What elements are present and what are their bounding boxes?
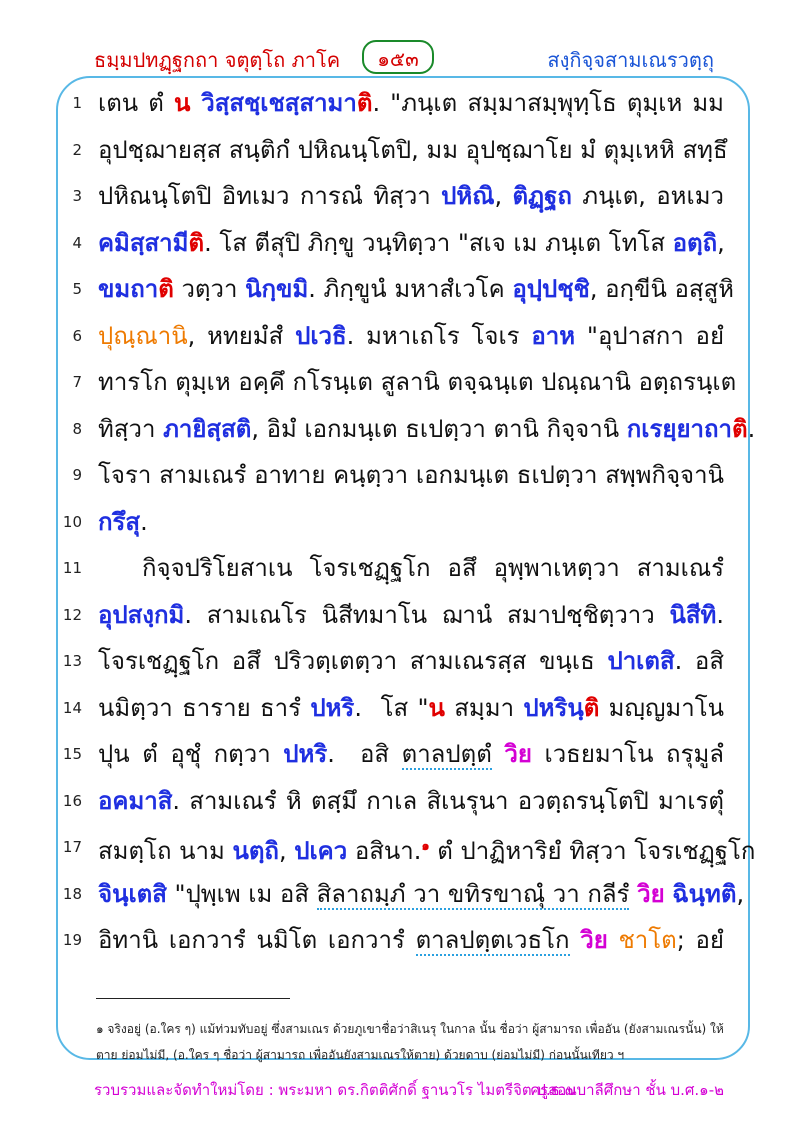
text-segment: . xyxy=(716,600,724,629)
highlighted-word: อาห xyxy=(531,321,576,350)
line-text xyxy=(98,313,724,359)
footnote-divider xyxy=(96,998,290,999)
text-segment: ตาลปตฺตํ xyxy=(401,740,492,768)
highlighted-word: ปาเตสิ xyxy=(607,647,675,675)
text-segment: ปุน ตํ อุชุํ กตฺวา xyxy=(98,740,284,768)
text-segment: , xyxy=(717,228,725,257)
line-number: 16 xyxy=(62,791,82,810)
text-segment: อสินา. xyxy=(347,837,422,865)
text-segment: อิทานิ เอกวารํ นมิโต เอกวารํ xyxy=(98,926,416,954)
highlighted-word: วิสฺสชฺเชสฺสามา xyxy=(201,89,357,117)
line-number: 13 xyxy=(62,652,82,670)
line-text xyxy=(98,638,724,684)
highlighted-word: อคมาสิ xyxy=(98,786,173,815)
highlighted-word: น xyxy=(173,89,202,117)
highlighted-word: ติ xyxy=(356,89,373,117)
text-segment: . มหาเถโร โจเร xyxy=(346,321,532,350)
text-segment: โจรเชฏฺฐโก อสึ ปริวตฺเตตฺวา สามเณรสฺส ขนฺเธ xyxy=(98,647,608,675)
text-segment: สมตฺโถ นาม xyxy=(98,837,233,865)
line-text xyxy=(98,499,724,545)
line-number: 4 xyxy=(72,233,82,252)
text-segment: มญฺญมาโน xyxy=(599,693,724,722)
text-line xyxy=(0,220,800,266)
footer-course: ครูสอนบาลีศึกษา ชั้น บ.ศ.๑-๒ xyxy=(530,1081,724,1099)
text-segment: เตน ตํ xyxy=(98,89,174,117)
text-segment: ภนฺเต, อหเมว xyxy=(571,182,725,210)
text-segment: "อุปาสกา อยํ xyxy=(575,321,725,350)
text-segment: . โส " xyxy=(354,693,429,722)
line-text xyxy=(98,127,728,173)
highlighted-word: ปเวธิ xyxy=(295,321,347,350)
text-segment: โจรา สามเณรํ อาทาย คนฺตฺวา เอกมนฺเต ธเปตฺวา สพฺพกิจฺจานิ xyxy=(98,461,724,489)
line-text xyxy=(98,406,756,452)
text-line xyxy=(0,313,800,359)
text-line xyxy=(0,638,800,684)
text-segment: สิลาถมฺภํ วา ขทิรขาณุํ วา กลีรํ xyxy=(316,879,630,908)
text-line xyxy=(0,824,800,870)
line-number: 5 xyxy=(72,280,82,298)
highlighted-word: ปหิณิ xyxy=(441,182,495,210)
line-number: 1 xyxy=(72,94,82,112)
text-segment: ; อยํ xyxy=(676,926,724,954)
highlighted-word: อุปสงฺกมิ xyxy=(98,600,185,629)
highlighted-word: กรึสุ xyxy=(98,507,141,536)
highlighted-word: ติ xyxy=(731,414,748,443)
line-text xyxy=(98,452,724,498)
text-segment xyxy=(629,880,637,908)
text-line xyxy=(0,685,800,731)
text-segment: . xyxy=(747,414,756,443)
text-line xyxy=(0,731,800,777)
highlighted-word: ปหรินฺ xyxy=(523,693,584,722)
line-text xyxy=(98,871,745,917)
text-line xyxy=(0,499,800,545)
highlighted-word: วิย xyxy=(504,740,532,768)
line-text xyxy=(98,266,735,312)
highlighted-word: อุปฺปชฺชิ xyxy=(512,275,590,303)
text-segment: , xyxy=(278,837,295,865)
text-segment: . "ภนฺเต สมฺมาสมฺพุทฺโธ ตุมฺเห มม xyxy=(372,89,724,117)
text-segment xyxy=(492,740,505,768)
text-segment: , xyxy=(494,182,513,210)
line-text xyxy=(98,592,724,638)
highlighted-word: วิย xyxy=(637,879,665,908)
highlighted-word: ปหริ xyxy=(283,740,328,768)
page-number-badge: ๑๕๓ xyxy=(362,40,434,74)
text-segment: . ภิกฺขูนํ มหาสํเวโค xyxy=(308,275,513,303)
text-segment: , หทยมํสํ xyxy=(187,321,296,350)
line-number: 8 xyxy=(72,419,82,438)
text-segment: เวธยมาโน ถรุมูลํ xyxy=(531,740,724,768)
line-number: 15 xyxy=(62,745,82,763)
text-line xyxy=(0,359,800,405)
text-segment: สมฺมา xyxy=(444,693,524,722)
line-text xyxy=(142,545,724,591)
highlighted-word: นตฺถิ xyxy=(232,837,279,865)
footnote-marker: ๑ xyxy=(421,839,430,854)
highlighted-word: ติ xyxy=(583,693,600,722)
line-number: 10 xyxy=(62,512,82,531)
highlighted-word: กเรยฺยาถา xyxy=(626,414,732,443)
highlighted-word: วิย xyxy=(580,926,608,954)
highlighted-word: ติ xyxy=(188,228,205,257)
text-line xyxy=(0,871,800,917)
text-segment: , อิมํ เอกมนฺเต ธเปตฺวา ตานิ กิจฺจานิ xyxy=(251,414,627,443)
text-segment xyxy=(570,926,581,954)
highlighted-word: ฉินฺทติ xyxy=(672,879,737,908)
text-segment: . โส ตีสุปิ ภิกฺขู วนฺทิตฺวา "สเจ เม ภนฺเต โทโส xyxy=(204,228,673,257)
highlighted-word: ภายิสฺสติ xyxy=(163,414,252,443)
text-segment: "ปุพฺเพ เม อสิ xyxy=(166,879,317,908)
highlighted-word: ปุณฺณานิ xyxy=(98,321,188,350)
book-title: ธมฺมปทฏฺฐกถา จตุตฺโถ ภาโค xyxy=(94,48,341,72)
text-segment: . อสิ xyxy=(674,647,724,675)
highlighted-word: อตฺถิ xyxy=(672,228,718,257)
text-segment: ทารโก ตุมฺเห อคฺคึ กโรนฺเต สูลานิ ตจฺฉนฺเต ปณฺณานิ อตฺถรนฺเต xyxy=(98,368,737,396)
text-line xyxy=(0,545,800,591)
text-line xyxy=(0,80,800,126)
highlighted-word: ติฏฺฐถ xyxy=(512,182,572,210)
text-line xyxy=(0,406,800,452)
line-number: 17 xyxy=(62,838,82,856)
text-segment: . xyxy=(140,507,148,536)
line-number: 19 xyxy=(62,931,82,949)
line-text xyxy=(98,824,756,870)
highlighted-word: จินฺเตสิ xyxy=(98,879,167,908)
line-text xyxy=(98,917,724,963)
footer-compiler: รวบรวมและจัดทำใหม่โดย : พระมหา ดร.กิตติศักดิ์ ฐานวโร ไมตรีจิต ป.ธ.๗ xyxy=(94,1081,576,1099)
line-number: 3 xyxy=(72,187,82,205)
text-line xyxy=(0,452,800,498)
text-segment: กิจฺจปริโยสาเน โจรเชฏฺฐโก อสึ อุพฺพาเหตฺวา สามเณรํ xyxy=(142,554,724,582)
text-segment: . สามเณโร นิสีทมาโน ฌานํ สมาปชฺชิตฺวาว xyxy=(184,600,670,629)
highlighted-word: น xyxy=(428,693,445,722)
highlighted-word: ชาโต xyxy=(607,926,677,954)
line-number: 12 xyxy=(62,605,82,624)
line-number: 18 xyxy=(62,884,82,903)
text-segment: , อกฺขีนิ อสฺสูหิ xyxy=(589,275,735,303)
text-line xyxy=(0,778,800,824)
footnote: ๑ จริงอยู่ (อ.ใคร ๆ) แม้ท่วมทับอยู่ ซึ่งสามเณร ด้วยภูเขาชื่อว่าสิเนรุ ในกาล นั้น ชื่อว่า ผู้สามารถ เพื่ออัน (ยังสามเณรนั้น) ให้ตาย ย่อมไม่มี, (อ.ใคร ๆ ชื่อว่า ผู้สามารถ เพื่ออันยังสามเณรให้ตาย) ด้วยดาบ (ย่อมไม่มี) ก่อนนั้นเทียว ฯ xyxy=(96,1022,724,1062)
text-segment: ตํ ปาฏิหาริยํ ทิสฺวา โจรเชฏฺฐโก xyxy=(429,837,756,865)
text-segment: . สามเณรํ หิ ตสฺมึ กาเล สิเนรุนา อวตฺถรนฺโตปิ มาเรตุํ xyxy=(172,786,724,815)
highlighted-word: ติ xyxy=(158,275,174,303)
line-text xyxy=(98,731,724,777)
line-text xyxy=(98,80,724,126)
text-segment: นมิตฺวา ธาราย ธารํ xyxy=(98,693,311,722)
line-text xyxy=(98,685,724,731)
line-number: 14 xyxy=(62,698,82,717)
highlighted-word: คมิสฺสามี xyxy=(98,228,189,257)
text-segment: อุปชฺฌายสฺส สนฺติกํ ปหิณนฺโตปิ, มม อุปชฺฌาโย มํ ตุมฺเหหิ สทฺธึ xyxy=(98,135,728,164)
text-segment: . อสิ xyxy=(327,740,402,768)
line-text xyxy=(98,173,724,219)
line-text xyxy=(98,778,724,824)
text-segment: ตาลปตฺตเวธโก xyxy=(415,926,570,954)
text-line xyxy=(0,592,800,638)
page-header xyxy=(0,0,800,80)
line-number: 6 xyxy=(72,326,82,345)
line-number: 2 xyxy=(72,140,82,159)
text-line xyxy=(0,266,800,312)
highlighted-word: นิสีทิ xyxy=(669,600,717,629)
highlighted-word: ปหริ xyxy=(310,693,355,722)
text-segment: , xyxy=(736,879,745,908)
text-segment: ทิสฺวา xyxy=(98,414,164,443)
highlighted-word: ปเคว xyxy=(294,837,348,865)
text-line xyxy=(0,127,800,173)
line-number: 9 xyxy=(72,466,82,484)
text-line xyxy=(0,173,800,219)
highlighted-word: ขมถา xyxy=(98,275,159,303)
highlighted-word: นิกฺขมิ xyxy=(245,275,309,303)
story-title: สงฺกิจฺจสามเณรวตฺถุ xyxy=(547,48,714,72)
line-text xyxy=(98,359,737,405)
line-number: 7 xyxy=(72,373,82,391)
line-number: 11 xyxy=(62,559,82,577)
text-segment: ปหิณนฺโตปิ อิทเมว การณํ ทิสฺวา xyxy=(98,182,442,210)
text-line xyxy=(0,917,800,963)
line-text xyxy=(98,220,724,266)
text-segment: วตฺวา xyxy=(173,275,246,303)
